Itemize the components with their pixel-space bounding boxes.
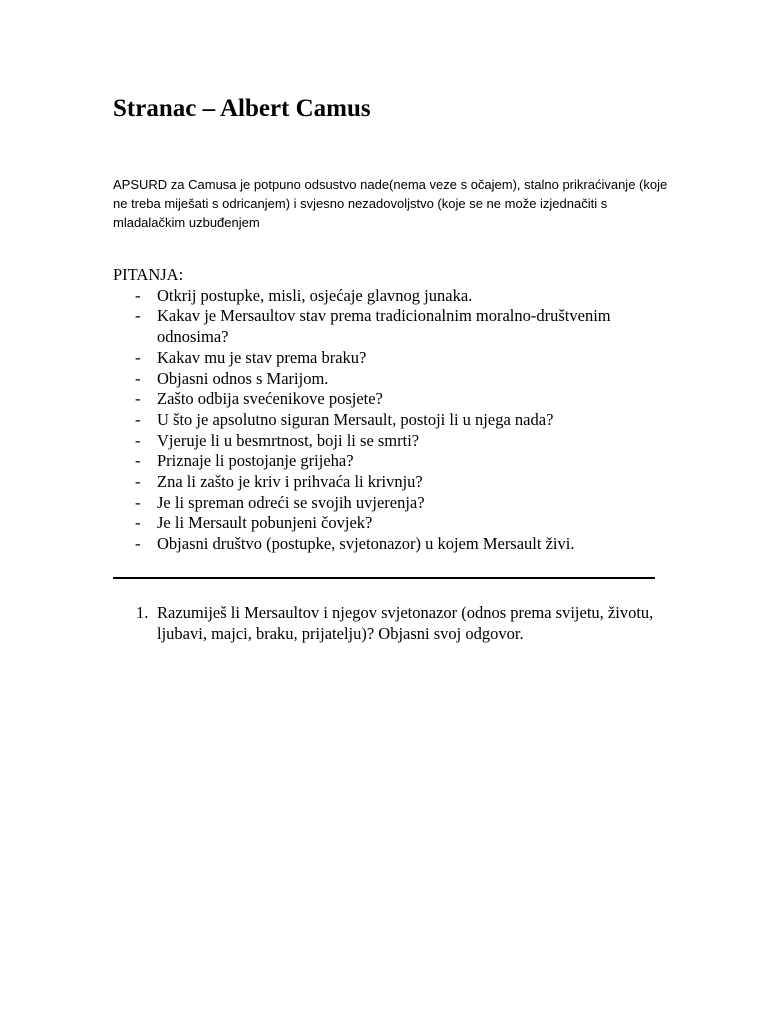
bullet-dash: - xyxy=(135,430,141,450)
question-text: Objasni odnos s Marijom. xyxy=(157,368,329,388)
questions-list xyxy=(113,286,673,555)
question-item xyxy=(113,369,673,390)
question-item xyxy=(113,389,673,410)
bullet-dash: - xyxy=(135,513,141,533)
question-text: Je li Mersault pobunjeni čovjek? xyxy=(157,513,373,533)
question-item xyxy=(113,534,673,555)
bullet-dash: - xyxy=(135,534,141,554)
document-title: Stranac – Albert Camus xyxy=(113,95,371,122)
task-number: 1. xyxy=(136,603,149,622)
question-item xyxy=(113,493,673,514)
bullet-dash: - xyxy=(135,389,141,409)
question-item xyxy=(113,472,673,493)
question-text: Kakav mu je stav prema braku? xyxy=(157,347,367,367)
bullet-dash: - xyxy=(135,347,141,367)
question-text: Zašto odbija svećenikove posjete? xyxy=(157,389,383,409)
questions-heading: PITANJA: xyxy=(113,265,184,284)
bullet-dash: - xyxy=(135,451,141,471)
question-item xyxy=(113,431,673,452)
intro-paragraph: APSURD za Camusa je potpuno odsustvo nade(nema veze s očajem), stalno prikraćivanje (koje ne treba miješati s odricanjem) i svjesno nezadovoljstvo (koje se ne može izjednačiti s mladalačkim uzbuđenjem xyxy=(113,177,668,230)
task-text: Razumiješ li Mersaultov i njegov svjetonazor (odnos prema svijetu, životu, ljubavi, majci, braku, prijatelju)? Objasni svoj odgovor. xyxy=(157,603,654,643)
bullet-dash: - xyxy=(135,492,141,512)
question-text: Kakav je Mersaultov stav prema tradicionalnim moralno-društvenim odnosima? xyxy=(157,306,611,347)
question-text: Zna li zašto je kriv i prihvaća li krivnju? xyxy=(157,472,423,492)
bullet-dash: - xyxy=(135,285,141,305)
question-item xyxy=(113,513,673,534)
bullet-dash: - xyxy=(135,368,141,388)
question-item xyxy=(113,286,673,307)
bullet-dash: - xyxy=(135,472,141,492)
question-text: Je li spreman odreći se svojih uvjerenja? xyxy=(157,492,425,512)
horizontal-divider xyxy=(113,577,655,579)
question-item xyxy=(113,306,673,347)
question-text: U što je apsolutno siguran Mersault, postoji li u njega nada? xyxy=(157,409,554,429)
task-item xyxy=(113,602,673,644)
bullet-dash: - xyxy=(135,409,141,429)
question-item xyxy=(113,348,673,369)
question-text: Objasni društvo (postupke, svjetonazor) u kojem Mersault živi. xyxy=(157,534,575,554)
question-text: Priznaje li postojanje grijeha? xyxy=(157,451,354,471)
question-text: Vjeruje li u besmrtnost, boji li se smrti? xyxy=(157,430,420,450)
question-item xyxy=(113,451,673,472)
bullet-dash: - xyxy=(135,306,141,326)
question-text: Otkrij postupke, misli, osjećaje glavnog junaka. xyxy=(157,285,473,305)
questions-section xyxy=(113,265,673,555)
question-item xyxy=(113,410,673,431)
